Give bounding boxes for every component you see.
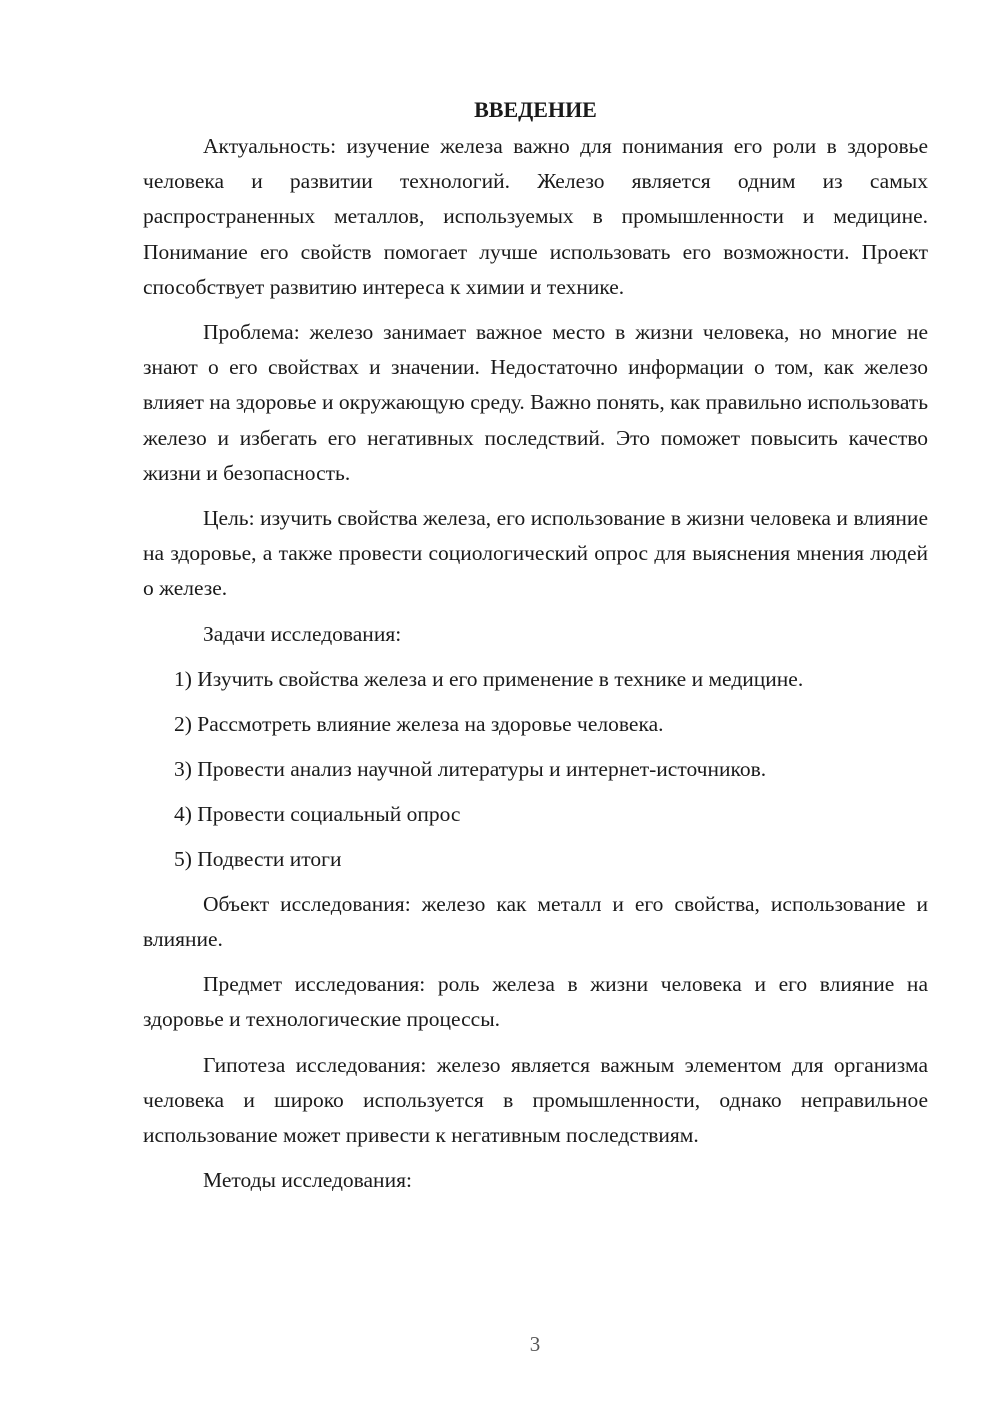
paragraph-goal: Цель: изучить свойства железа, его использование в жизни человека и влияние на здоровье, а также провести социологический опрос для выяснения мнения людей о железе. bbox=[143, 506, 928, 601]
list-item: 3) Провести анализ научной литературы и интернет-источников. bbox=[174, 756, 767, 781]
list-item: 1) Изучить свойства железа и его применение в технике и медицине. bbox=[174, 666, 804, 691]
section-title: ВВЕДЕНИЕ bbox=[474, 97, 597, 122]
tasks-list bbox=[143, 662, 928, 877]
paragraph-problem: Проблема: железо занимает важное место в жизни человека, но многие не знают о его свойствах и значении. Недостаточно информации о том, как железо влияет на здоровье и окружающую среду. Важно понять, как правильно использовать железо и избегать его негативных последствий. Это поможет повысить качество жизни и безопасность. bbox=[143, 320, 928, 485]
list-item: 5) Подвести итоги bbox=[174, 846, 342, 871]
page-number: 3 bbox=[529, 1332, 541, 1356]
list-item: 4) Провести социальный опрос bbox=[174, 801, 461, 826]
paragraph-subject: Предмет исследования: роль железа в жизни человека и его влияние на здоровье и технологические процессы. bbox=[143, 972, 928, 1032]
methods-heading: Методы исследования: bbox=[203, 1168, 412, 1193]
list-item: 2) Рассмотреть влияние железа на здоровье человека. bbox=[174, 711, 664, 736]
paragraph-object: Объект исследования: железо как металл и его свойства, использование и влияние. bbox=[143, 891, 928, 952]
document-page bbox=[143, 92, 928, 1208]
paragraph-relevance: Актуальность: изучение железа важно для понимания его роли в здоровье человека и развитии технологий. Железо является одним из самых распространенных металлов, используемых в промышленности и медицине. Понимание его свойств помогает лучше использовать его возможности. Проект способствует развитию интереса к химии и технике. bbox=[143, 134, 928, 299]
tasks-heading: Задачи исследования: bbox=[203, 621, 402, 646]
paragraph-hypothesis: Гипотеза исследования: железо является важным элементом для организма человека и широко используется в промышленности, однако неправильное использование может привести к негативным последствиям. bbox=[143, 1052, 928, 1148]
